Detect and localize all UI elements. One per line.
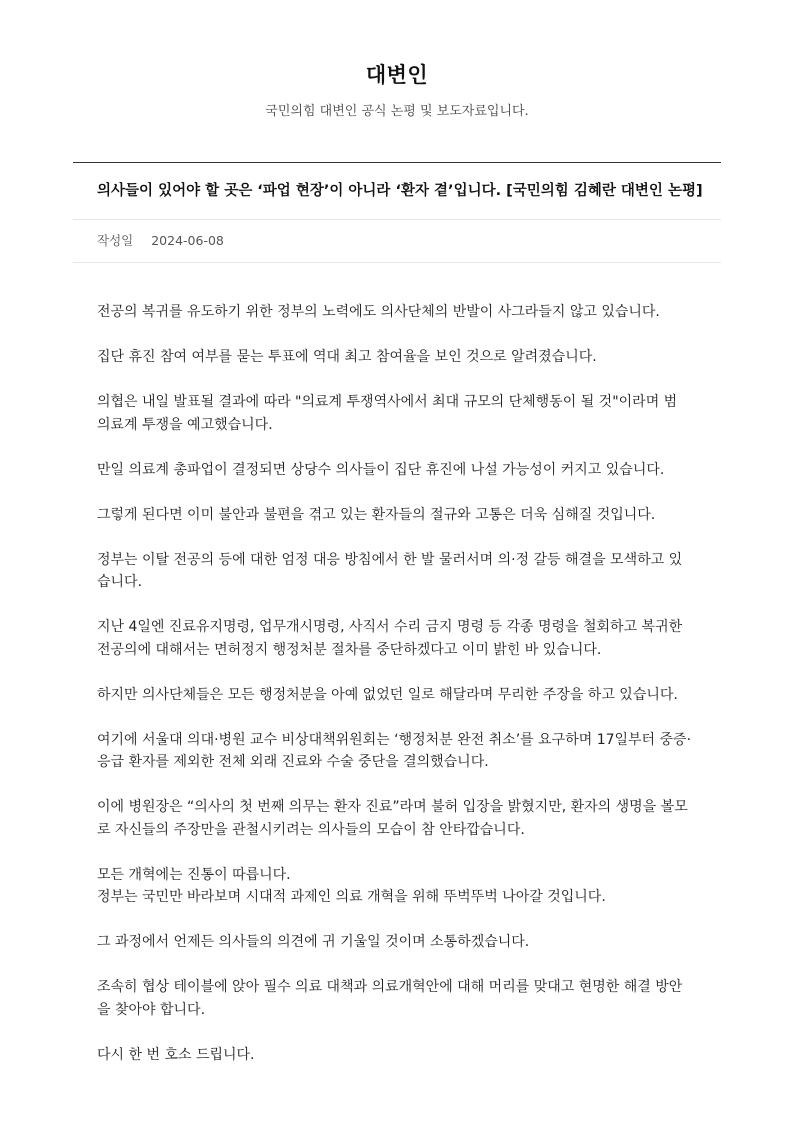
paragraph-line: 그 과정에서 언제든 의사들의 의견에 귀 기울일 것이며 소통하겠습니다. [97,934,530,950]
body-paragraph [97,504,697,527]
paragraph-line: 지난 4일엔 진료유지명령, 업무개시명령, 사직서 수리 금지 명령 등 각종 명령을 철회하고 복귀한 [97,619,683,635]
body-paragraph [97,976,697,1021]
post-meta [73,220,721,263]
body-paragraph [97,616,697,661]
post-title: 의사들이 있어야 할 곳은 ‘파업 현장’이 아니라 ‘환자 곁’입니다. [국민의힘 김혜란 대변인 논평] [73,163,721,220]
body-paragraph [97,729,697,774]
site-title[interactable]: 대변인 [365,63,429,87]
paragraph-line: 모든 개혁에는 진통이 따릅니다. [97,866,291,883]
post-body [73,263,721,1066]
paragraph-line: 의료계 투쟁을 예고했습니다. [97,416,273,433]
body-paragraph [97,391,697,436]
paragraph-line: 습니다. [97,574,143,590]
paragraph-line: 그렇게 된다면 이미 불안과 불편을 겪고 있는 환자들의 절규와 고통은 더욱 심해질 것입니다. [97,506,656,523]
site-header [0,0,794,121]
body-paragraph [97,864,697,909]
post-date: 2024-06-08 [151,233,224,248]
body-paragraph [97,796,697,841]
paragraph-line: 전공의 복귀를 유도하기 위한 정부의 노력에도 의사단체의 반발이 사그라들지 않고 있습니다. [97,304,660,320]
paragraph-line: 다시 한 번 호소 드립니다. [97,1046,255,1063]
body-paragraph [97,1044,697,1067]
paragraph-line: 만일 의료계 총파업이 결정되면 상당수 의사들이 집단 휴진에 나설 가능성이 커지고 있습니다. [97,461,665,478]
post [73,162,721,1089]
paragraph-line: 의협은 내일 발표될 결과에 따라 "의료계 투쟁역사에서 최대 규모의 단체행동이 될 것"이라며 범 [97,394,678,410]
paragraph-line: 이에 병원장은 “의사의 첫 번째 의무는 환자 진료”라며 불허 입장을 밝혔지만, 환자의 생명을 볼모 [97,799,688,815]
body-paragraph [97,684,697,707]
body-paragraph [97,931,697,954]
paragraph-line: 정부는 국민만 바라보며 시대적 과제인 의료 개혁을 위해 뚜벅뚜벅 나아갈 것입니다. [97,889,606,905]
body-paragraph [97,346,697,369]
site-description: 국민의힘 대변인 공식 논평 및 보도자료입니다. [265,104,529,119]
paragraph-line: 을 찾아야 합니다. [97,1001,206,1018]
paragraph-line: 정부는 이탈 전공의 등에 대한 엄정 대응 방침에서 한 발 물러서며 의·정 갈등 해결을 모색하고 있 [97,551,683,568]
paragraph-line: 하지만 의사단체들은 모든 행정처분을 아예 없었던 일로 해달라며 무리한 주장을 하고 있습니다. [97,686,678,703]
paragraph-line: 응급 환자를 제외한 전체 외래 진료와 수술 중단을 결의했습니다. [97,754,489,770]
paragraph-line: 로 자신들의 주장만을 관철시키려는 의사들의 모습이 참 안타깝습니다. [97,821,525,838]
paragraph-line: 여기에 서울대 의대·병원 교수 비상대책위원회는 ‘행정처분 완전 취소’를 요구하며 17일부터 중증· [97,731,692,748]
date-label: 작성일 [97,233,134,248]
body-paragraph [97,459,697,482]
body-paragraph [97,301,697,324]
paragraph-line: 집단 휴진 참여 여부를 묻는 투표에 역대 최고 참여율을 보인 것으로 알려졌습니다. [97,349,597,365]
body-paragraph [97,549,697,594]
paragraph-line: 조속히 협상 테이블에 앉아 필수 의료 대책과 의료개혁안에 대해 머리를 맞대고 현명한 해결 방안 [97,979,683,995]
paragraph-line: 전공의에 대해서는 면허정지 행정처분 절차를 중단하겠다고 이미 밝힌 바 있습니다. [97,641,602,658]
